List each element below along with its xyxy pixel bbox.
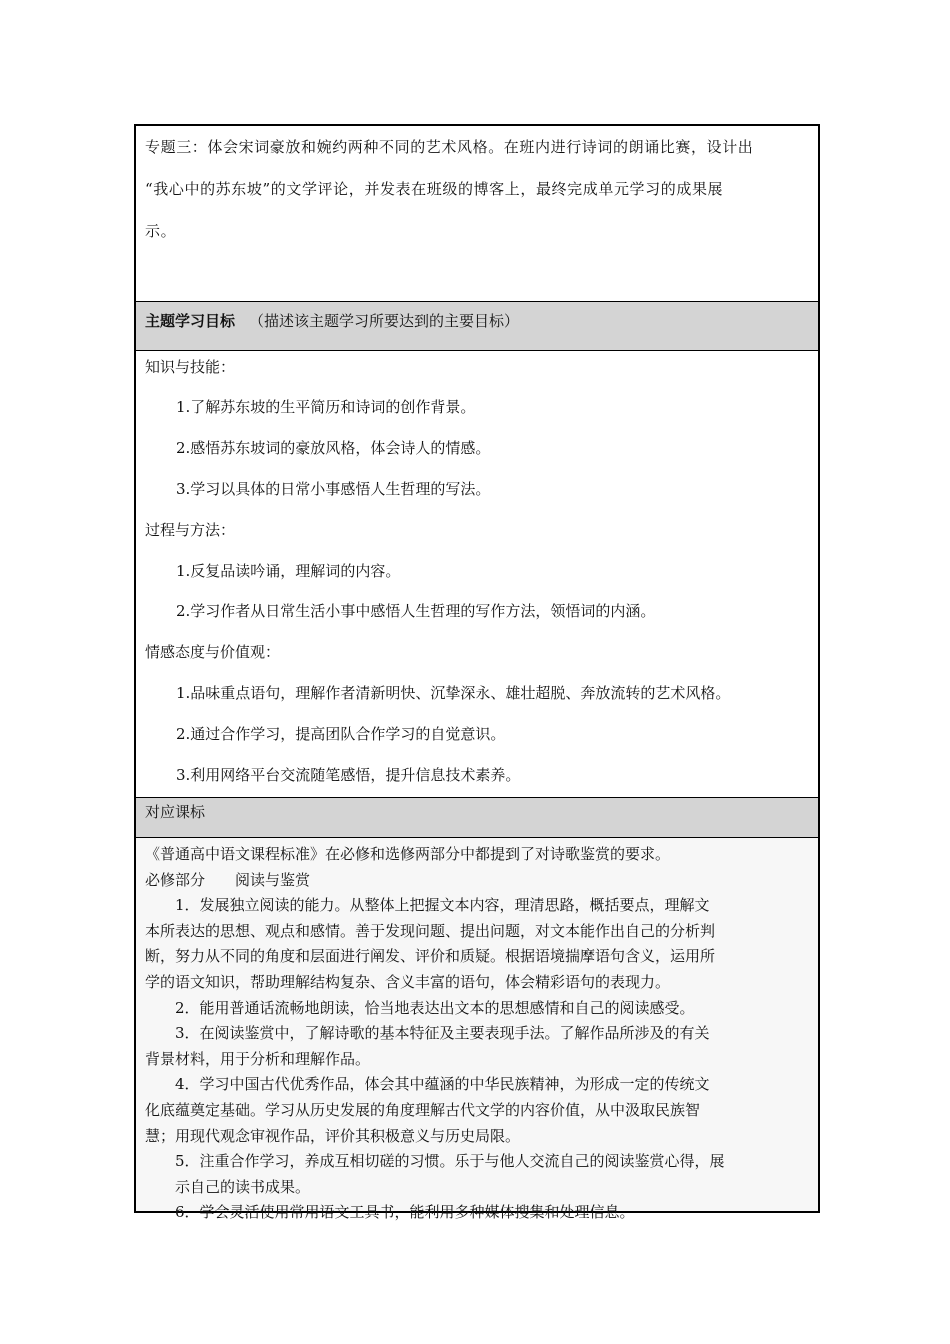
emotion-item: 3.利用网络平台交流随笔感悟，提升信息技术素养。 bbox=[176, 766, 521, 784]
process-label: 过程与方法： bbox=[145, 521, 236, 539]
standards-line: 学的语文知识，帮助理解结构复杂、含义丰富的语句，体会精彩语句的表现力。 bbox=[145, 972, 671, 991]
lesson-plan-table bbox=[134, 124, 820, 1222]
standards-line: 4．学习中国古代优秀作品，体会其中蕴涵的中华民族精神，为形成一定的传统文 bbox=[145, 1075, 710, 1094]
goals-header-note: （描述该主题学习所要达到的主要目标） bbox=[249, 312, 520, 330]
process-item: 1.反复品读吟诵，理解词的内容。 bbox=[176, 562, 401, 580]
standards-line: 《普通高中语文课程标准》在必修和选修两部分中都提到了对诗歌鉴赏的要求。 bbox=[145, 845, 671, 863]
standards-header-row bbox=[136, 798, 818, 838]
intro-line: 示。 bbox=[145, 222, 177, 240]
standards-line: 断，努力从不同的角度和层面进行阐发、评价和质疑。根据语境揣摩语句含义，运用所 bbox=[145, 947, 716, 966]
standards-line: 6．学会灵活使用常用语文工具书，能利用多种媒体搜集和处理信息。 bbox=[145, 1203, 635, 1222]
knowledge-item: 3.学习以具体的日常小事感悟人生哲理的写法。 bbox=[176, 480, 491, 498]
intro-row bbox=[136, 126, 818, 302]
standards-line: 慧；用现代观念审视作品，评价其积极意义与历史局限。 bbox=[145, 1126, 521, 1145]
standards-line: 示自己的读书成果。 bbox=[145, 1177, 311, 1196]
standards-row bbox=[136, 838, 818, 1222]
goals-header-title: 主题学习目标 bbox=[145, 312, 236, 330]
process-item: 2.学习作者从日常生活小事中感悟人生哲理的写作方法，领悟词的内涵。 bbox=[176, 602, 656, 620]
standards-header-title: 对应课标 bbox=[145, 803, 206, 821]
goals-header bbox=[145, 302, 809, 340]
standards-line: 3．在阅读鉴赏中，了解诗歌的基本特征及主要表现手法。了解作品所涉及的有关 bbox=[145, 1024, 710, 1043]
standards-line: 必修部分 阅读与鉴赏 bbox=[145, 870, 311, 889]
standards-line: 2．能用普通话流畅地朗读，恰当地表达出文本的思想感情和自己的阅读感受。 bbox=[145, 998, 695, 1017]
standards-line: 5．注重合作学习，养成互相切磋的习惯。乐于与他人交流自己的阅读鉴赏心得，展 bbox=[145, 1152, 725, 1171]
emotion-label: 情感态度与价值观： bbox=[145, 643, 281, 661]
intro-line: “我心中的苏东坡”的文学评论，并发表在班级的博客上，最终完成单元学习的成果展 bbox=[145, 180, 724, 198]
emotion-item: 1.品味重点语句，理解作者清新明快、沉挚深永、雄壮超脱、奔放流转的艺术风格。 bbox=[176, 684, 731, 702]
standards-text bbox=[145, 838, 809, 1226]
standards-line: 背景材料，用于分析和理解作品。 bbox=[145, 1049, 371, 1068]
intro-line: 专题三：体会宋词豪放和婉约两种不同的艺术风格。在班内进行诗词的朗诵比赛，设计出 bbox=[145, 138, 754, 156]
standards-line: 本所表达的思想、观点和感情。善于发现问题、提出问题，对文本能作出自己的分析判 bbox=[145, 921, 716, 940]
knowledge-item: 1.了解苏东坡的生平简历和诗词的创作背景。 bbox=[176, 398, 476, 416]
standards-line: 化底蕴奠定基础。学习从历史发展的角度理解古代文学的内容价值，从中汲取民族智 bbox=[145, 1100, 701, 1119]
knowledge-label: 知识与技能： bbox=[145, 358, 236, 376]
emotion-item: 2.通过合作学习，提高团队合作学习的自觉意识。 bbox=[176, 725, 506, 743]
intro-paragraph bbox=[145, 126, 809, 252]
goals-header-row bbox=[136, 302, 818, 351]
knowledge-item: 2.感悟苏东坡词的豪放风格，体会诗人的情感。 bbox=[176, 439, 491, 457]
standards-line: 1．发展独立阅读的能力。从整体上把握文本内容，理清思路，概括要点，理解文 bbox=[145, 896, 710, 915]
goals-row bbox=[136, 351, 818, 798]
